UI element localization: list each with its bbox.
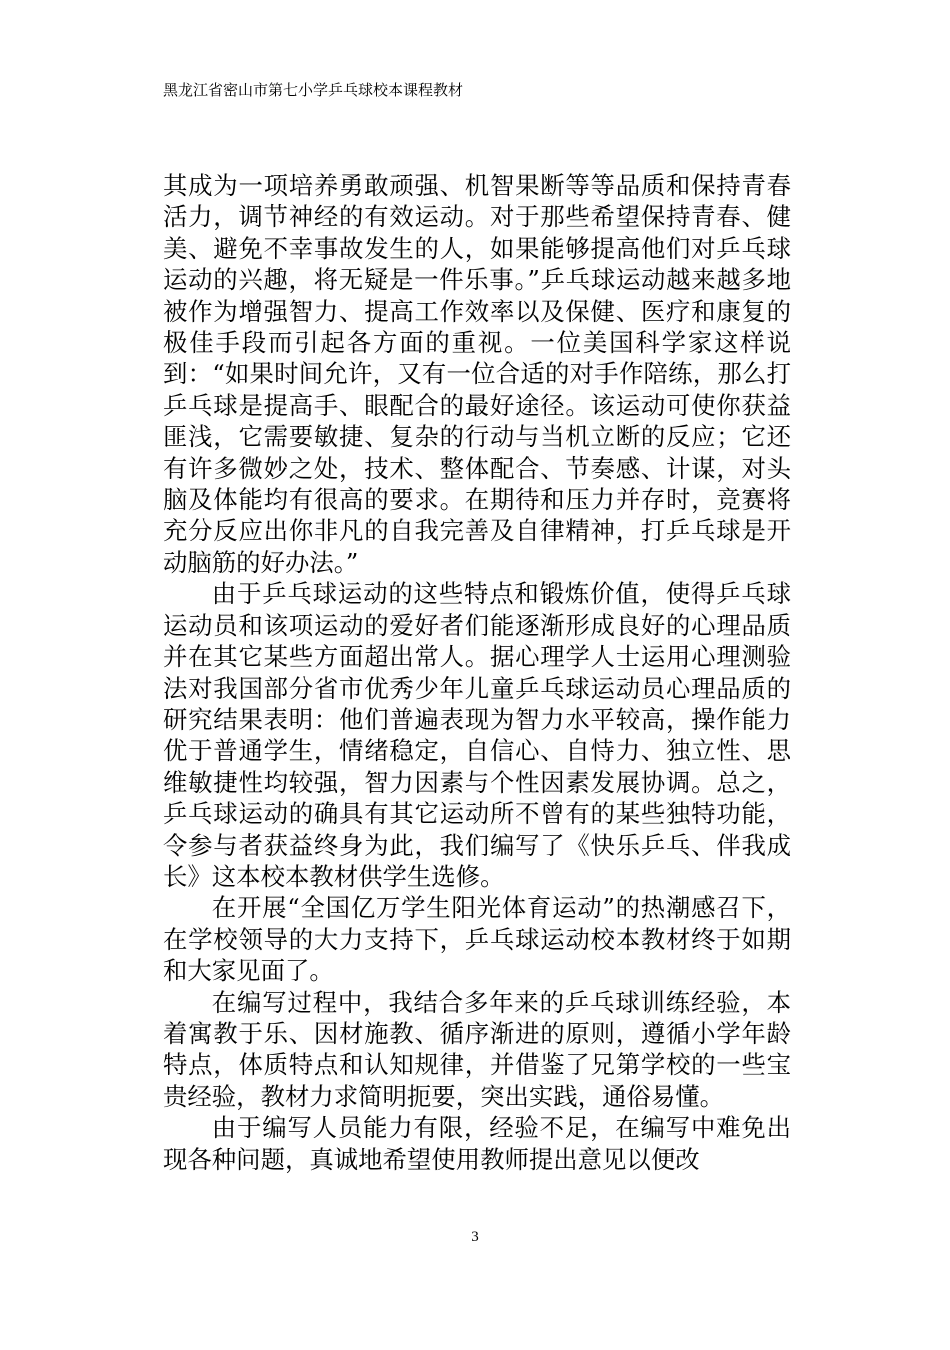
- body-text: [163, 170, 791, 1175]
- paragraph: 由于乒乓球运动的这些特点和锻炼价值，使得乒乓球运动员和该项运动的爱好者们能逐渐形成良好的心理品质并在其它某些方面超出常人。据心理学人士运用心理测验法对我国部分省市优秀少年儿童乒乓球运动员心理品质的研究结果表明：他们普遍表现为智力水平较高，操作能力优于普通学生，情绪稳定，自信心、自恃力、独立性、思维敏捷性均较强，智力因素与个性因素发展协调。总之，乒乓球运动的确具有其它运动所不曾有的某些独特功能，令参与者获益终身为此，我们编写了《快乐乒乓、伴我成长》这本校本教材供学生选修。: [163, 579, 791, 891]
- paragraph: 在编写过程中，我结合多年来的乒乓球训练经验，本着寓教于乐、因材施教、循序渐进的原则，遵循小学年龄特点，体质特点和认知规律，并借鉴了兄第学校的一些宝贵经验，教材力求简明扼要，突出实践，通俗易懂。: [163, 987, 791, 1111]
- paragraph-continued: 其成为一项培养勇敢顽强、机智果断等等品质和保持青春活力，调节神经的有效运动。对于那些希望保持青春、健美、避免不幸事故发生的人，如果能够提高他们对乒乓球运动的兴趣，将无疑是一件乐事。”乒乓球运动越来越多地被作为增强智力、提高工作效率以及保健、医疗和康复的极佳手段而引起各方面的重视。一位美国科学家这样说到：“如果时间允许，又有一位合适的对手作陪练，那么打乒乓球是提高手、眼配合的最好途径。该运动可使你获益匪浅，它需要敏捷、复杂的行动与当机立断的反应；它还有许多微妙之处，技术、整体配合、节奏感、计谋，对头脑及体能均有很高的要求。在期待和压力并存时，竞赛将充分反应出你非凡的自我完善及自律精神，打乒乓球是开动脑筋的好办法。”: [163, 171, 791, 577]
- paragraph: 在开展“全国亿万学生阳光体育运动”的热潮感召下，在学校领导的大力支持下，乒乓球运动校本教材终于如期和大家见面了。: [163, 893, 791, 986]
- paragraph: 由于编写人员能力有限，经验不足，在编写中难免出现各种问题，真诚地希望使用教师提出意见以便改: [163, 1113, 791, 1174]
- page-number: 3: [471, 1229, 479, 1245]
- running-header: 黑龙江省密山市第七小学乒乓球校本课程教材: [163, 81, 464, 99]
